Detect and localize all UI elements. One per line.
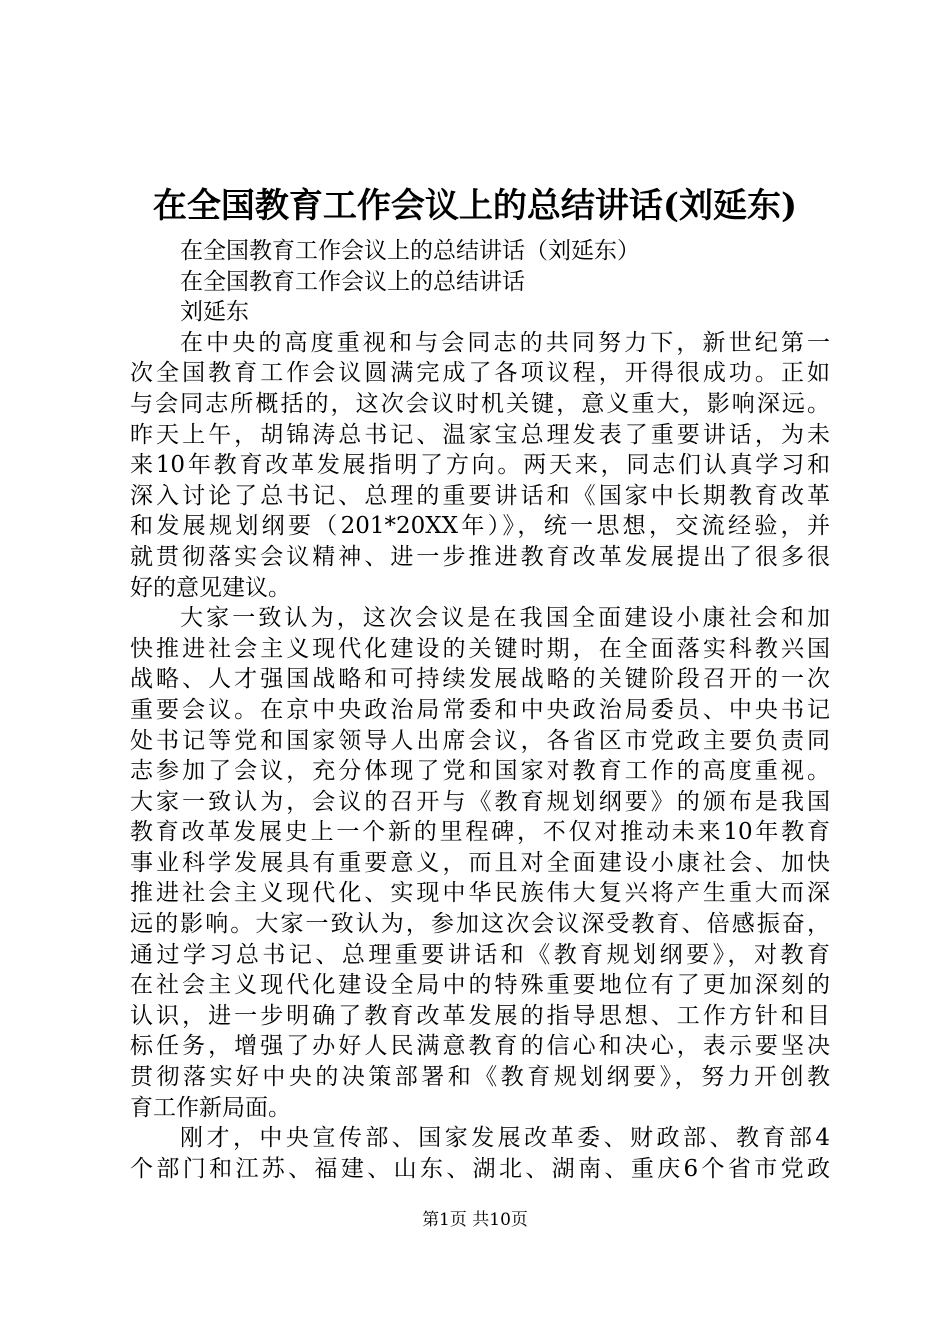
paragraph-line: 刚才，中央宣传部、国家发展改革委、财政部、教育部4: [180, 1125, 830, 1152]
paragraph-line: 快推进社会主义现代化建设的关键时期，在全面落实科教兴国: [130, 635, 830, 662]
paragraph-line: 大家一致认为，会议的召开与《教育规划纲要》的颁布是我国: [130, 788, 830, 815]
paragraph-line: 次全国教育工作会议圆满完成了各项议程，开得很成功。正如: [130, 360, 830, 387]
paragraph-line: 重要会议。在京中央政治局常委和中央政治局委员、中央书记: [130, 696, 830, 723]
paragraph-line: 战略、人才强国战略和可持续发展战略的关键阶段召开的一次: [130, 666, 830, 693]
header-line: 在全国教育工作会议上的总结讲话（刘延东）: [180, 238, 640, 264]
paragraph-line: 来10年教育改革发展指明了方向。两天来，同志们认真学习和: [130, 452, 830, 479]
paragraph-line: 处书记等党和国家领导人出席会议，各省区市党政主要负责同: [130, 727, 830, 754]
paragraph-line: 深入讨论了总书记、总理的重要讲话和《国家中长期教育改革: [130, 482, 830, 509]
document-body: [130, 236, 830, 1184]
paragraph-line: 在社会主义现代化建设全局中的特殊重要地位有了更加深刻的: [130, 972, 830, 999]
paragraph-line: 教育改革发展史上一个新的里程碑，不仅对推动未来10年教育: [130, 819, 830, 846]
paragraph-line: 大家一致认为，这次会议是在我国全面建设小康社会和加: [180, 605, 830, 632]
paragraph-2: [130, 603, 830, 1123]
paragraph-3: [130, 1123, 830, 1184]
paragraph-line: 推进社会主义现代化、实现中华民族伟大复兴将产生重大而深: [130, 880, 830, 907]
paragraph-line: 就贯彻落实会议精神、进一步推进教育改革发展提出了很多很: [130, 543, 830, 570]
paragraph-line: 与会同志所概括的，这次会议时机关键，意义重大，影响深远。: [130, 390, 830, 417]
paragraph-line: 和发展规划纲要（201*20XX年）》，统一思想，交流经验，并: [130, 513, 830, 540]
paragraph-line: 贯彻落实好中央的决策部署和《教育规划纲要》，努力开创教: [130, 1064, 830, 1091]
paragraph-line: 标任务，增强了办好人民满意教育的信心和决心，表示要坚决: [130, 1033, 830, 1060]
paragraph-line: 远的影响。大家一致认为，参加这次会议深受教育、倍感振奋，: [130, 911, 830, 938]
document-title: 在全国教育工作会议上的总结讲话(刘延东): [152, 186, 798, 226]
paragraph-line: 好的意见建议。: [130, 574, 291, 601]
paragraph-line: 在中央的高度重视和与会同志的共同努力下，新世纪第一: [180, 329, 830, 356]
paragraph-line: 认识，进一步明确了教育改革发展的指导思想、工作方针和目: [130, 1002, 830, 1029]
author-line: 刘延东: [180, 299, 249, 326]
header-line: 在全国教育工作会议上的总结讲话: [180, 268, 525, 295]
paragraph-line: 育工作新局面。: [130, 1094, 291, 1121]
paragraph-line: 昨天上午，胡锦涛总书记、温家宝总理发表了重要讲话，为未: [130, 421, 830, 448]
paragraph-1: [130, 328, 830, 603]
paragraph-line: 志参加了会议，充分体现了党和国家对教育工作的高度重视。: [130, 758, 830, 785]
paragraph-line: 事业科学发展具有重要意义，而且对全面建设小康社会、加快: [130, 849, 830, 876]
paragraph-line: 通过学习总书记、总理重要讲话和《教育规划纲要》，对教育: [130, 941, 830, 968]
paragraph-line: 个部门和江苏、福建、山东、湖北、湖南、重庆6个省市党政: [130, 1155, 830, 1182]
page-footer: 第1页 共10页: [422, 1210, 528, 1230]
